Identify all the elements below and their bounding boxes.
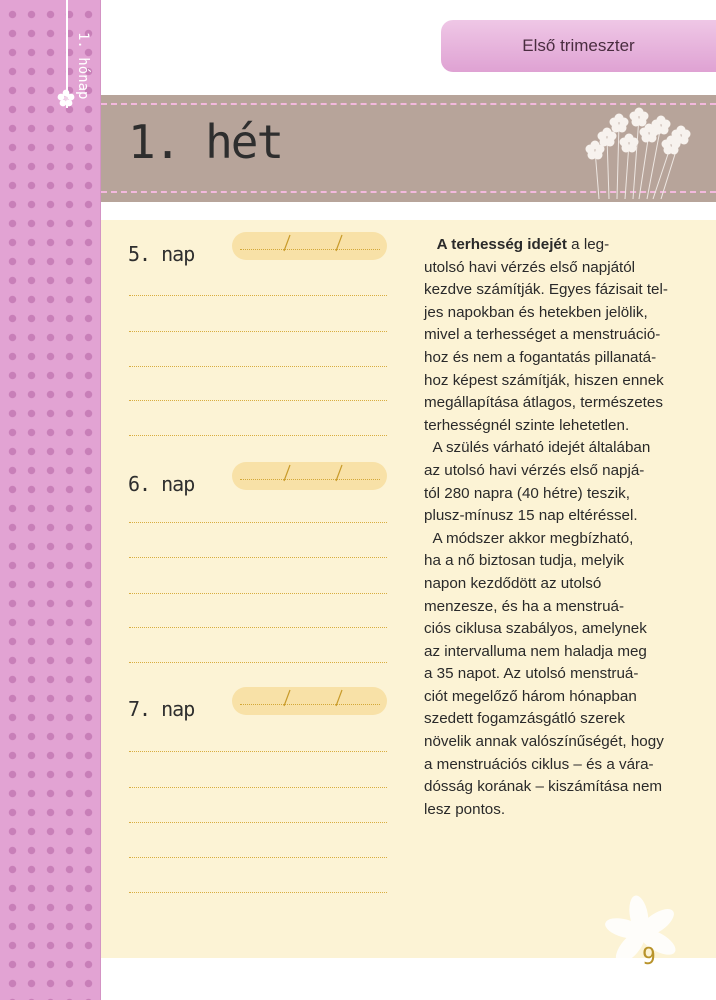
day-label: 5. nap — [128, 242, 195, 266]
writing-line[interactable] — [129, 627, 387, 628]
writing-line[interactable] — [129, 557, 387, 558]
writing-line[interactable] — [129, 662, 387, 663]
week-title: 1. hét — [128, 115, 283, 169]
lead-bold: A terhesség idejét — [436, 236, 567, 253]
writing-line[interactable] — [129, 892, 387, 893]
article-paragraph: A terhesség idejét a leg- utolsó havi vérzés első napjától kezdve számítják. Egyes fázisait tel- jes napokban és hetekben jelölik, mivel a terhességet a menstruáció- hoz és nem a fogantatás pillanatá- hoz képest számítják, hiszen ennek megállapítása átlagos, természetes terhességnél szinte lehetetlen. — [424, 236, 668, 434]
flower-icon — [56, 88, 76, 108]
date-field[interactable] — [232, 462, 387, 490]
writing-line[interactable] — [129, 331, 387, 332]
writing-line[interactable] — [129, 366, 387, 367]
writing-line[interactable] — [129, 751, 387, 752]
article-paragraph: A szülés várható idejét általában az utolsó havi vérzés első napjá- tól 280 napra (40 hétre) teszik, plusz-mínusz 15 nap eltéréssel. — [424, 439, 651, 525]
content-panel — [101, 220, 716, 958]
trimester-label: Első trimeszter — [522, 36, 635, 55]
week-banner — [101, 95, 716, 202]
writing-line[interactable] — [129, 593, 387, 594]
date-field[interactable] — [232, 687, 387, 715]
article-paragraph: A módszer akkor megbízható, ha a nő biztosan tudja, melyik napon kezdődött az utolsó menzesze, és ha a menstruá- ciós ciklusa szabályos, amelynek az intervalluma nem haladja meg a 35 napot. Az utolsó menstruá- ciót megelőző három hónapban szedett fogamzásgátló szerek növelik annak valószínűségét, hogy a menstruációs ciklus – és a vára- dósság korának – kiszámítása nem lesz pontos. — [424, 529, 664, 818]
trimester-tab — [441, 20, 716, 72]
polka-dot-sidebar — [0, 0, 100, 1000]
article-text — [424, 234, 694, 821]
day-label: 7. nap — [128, 697, 195, 721]
writing-line[interactable] — [129, 822, 387, 823]
writing-line[interactable] — [129, 295, 387, 296]
flower-bouquet-icon — [577, 95, 697, 202]
writing-line[interactable] — [129, 787, 387, 788]
month-label: 1. hónap — [75, 32, 91, 100]
writing-line[interactable] — [129, 522, 387, 523]
writing-line[interactable] — [129, 400, 387, 401]
writing-line[interactable] — [129, 435, 387, 436]
date-field[interactable] — [232, 232, 387, 260]
day-label: 6. nap — [128, 472, 195, 496]
page-number: 9 — [642, 944, 656, 970]
writing-line[interactable] — [129, 857, 387, 858]
